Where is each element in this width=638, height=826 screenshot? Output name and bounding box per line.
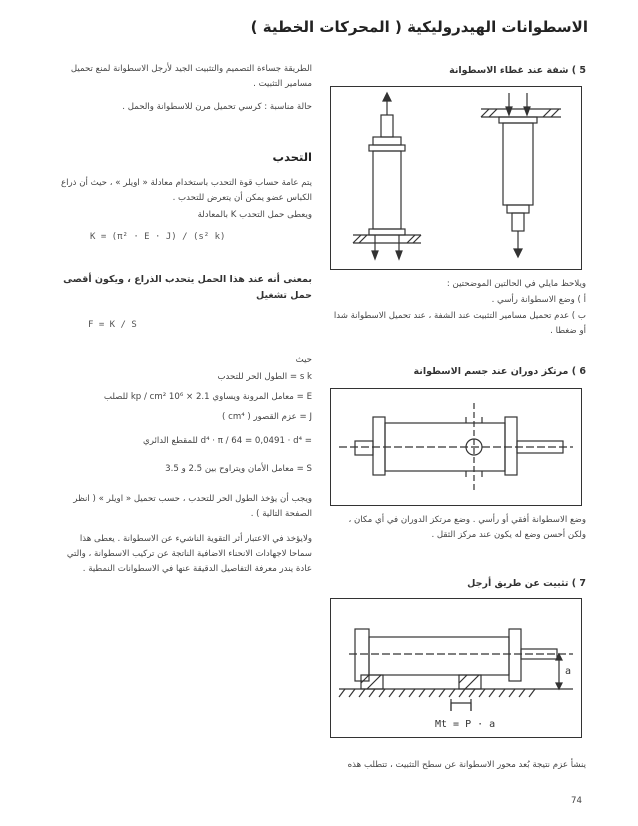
flange-note-a: أ ) وضع الاسطوانة رأسي . [491, 295, 586, 305]
free-length-note: ويجب أن يؤخذ الطول الحر للتحدب ، حسب تحميل « اويلر » ( انظر الصفحة التالية ) . [73, 494, 312, 519]
flange-note-intro: ويلاحظ مايلي في الحالتين الموضحتين : [446, 279, 586, 289]
buckling-load-intro: ويعطى حمل التحدب K بالمعادلة [197, 210, 312, 220]
buckling-intro: يتم عامة حساب قوة التحدب باستخدام معادلة « اويلر » ، حيث أن ذراع الكباس عضو يمكن أن يتعرض للتحدب . [61, 178, 312, 203]
trunnion-note: وضع الاسطوانة أفقي أو رأسي . وضع مرتكز الدوران في أي مكان ، ولكن أحسن وضع له يكون عند مركز الثقل . [348, 515, 586, 540]
section-5-heading: 5 ) شفة عند غطاء الاسطوانة [449, 65, 586, 76]
flange-note-b: ب ) عدم تحميل مسامير التثبيت عند الشفة ، عند تحميل الاسطوانة شدا أو ضغطا . [333, 311, 586, 336]
foot-mount-drawing [331, 599, 581, 737]
page-title: الاسطوانات الهيدروليكية ( المحركات الخطية ) [250, 18, 588, 36]
flange-mount-drawing [331, 87, 581, 269]
section-6-heading: 6 ) مرتكز دوران عند جسم الاسطوانة [413, 366, 586, 377]
e-definition: E = معامل المرونة ويساوي 2.1 × 10⁶ kp / cm² للصلب [103, 392, 312, 402]
formula-f: F = K / S [88, 320, 137, 330]
j-formula: = d⁴ · π / 64 = 0,0491 · d⁴ للمقطع الدائري [143, 436, 312, 446]
fig7-a-label: a [565, 666, 572, 677]
suitable-case: حالة مناسبة : كرسي تحميل مرن للاسطوانة والحمل . [122, 102, 312, 112]
figure-flange-mount [330, 86, 582, 270]
bold-statement: بمعنى أنه عند هذا الحمل يتحدب الذراع ، ويكون أقصى حمل تشغيل [63, 274, 312, 301]
figure-foot-mount [330, 598, 582, 738]
stiffening-note: ولايؤخذ في الاعتبار أثر التقوية الناشيء عن الاسطوانة . يعطى هذا سماحا لاجهادات الانحناء الاضافية الناتجة عن تركيب الاسطوانة ، والتي عادة يندر معرفة التفاصيل الدقيقة عنها في الاسطوانات النمطية . [66, 534, 312, 574]
buckling-heading: التحدب [272, 150, 312, 164]
foot-mount-note: ينشأ عزم نتيجة بُعد محور الاسطوانة عن سطح التثبيت ، تتطلب هذه [347, 760, 586, 770]
where-label: حيث [295, 355, 312, 365]
page-number: 74 [571, 796, 582, 806]
s-definition: S = معامل الأمان ويتراوح بين 2.5 و 3.5 [165, 464, 312, 474]
section-7-heading: 7 ) تثبيت عن طريق أرجل [467, 578, 586, 589]
formula-k: K = (π² · E · J) / (s² k) [90, 232, 226, 242]
j-definition: J = عزم القصور ( cm⁴ ) [222, 412, 312, 422]
trunnion-mount-drawing [331, 389, 581, 505]
sk-definition: s k = الطول الحر للتحدب [217, 372, 312, 382]
figure-trunnion-mount [330, 388, 582, 506]
foot-mount-continued: الطريقة جساءة التصميم والتثبيت الجيد لأرجل الاسطوانة لمنع تحميل مسامير التثبيت . [70, 64, 312, 89]
fig7-moment-formula: Mt = P · a [435, 719, 496, 730]
